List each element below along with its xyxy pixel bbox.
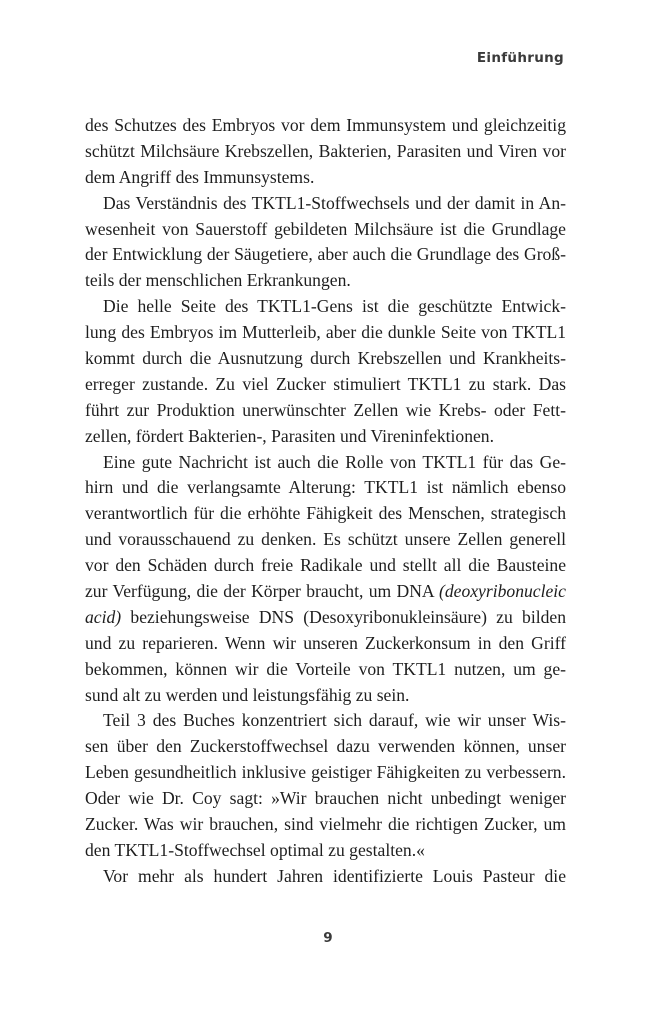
text-line: hirn und die verlangsamte Alterung: TKTL1 ist nämlich ebenso (85, 477, 566, 498)
text-segment: zur Verfügung, die der Körper braucht, um DNA (85, 581, 434, 602)
text-line: und vorausschauend zu denken. Es schützt unsere Zellen generell (85, 529, 566, 550)
text-line: Vor mehr als hundert Jahren identifizierte Louis Pasteur die (103, 865, 566, 886)
text-line: lung des Embryos im Mutterleib, aber die dunkle Seite von TKTL1 (85, 322, 566, 343)
text-line: zellen, fördert Bakterien-, Parasiten und Vireninfektionen. (85, 425, 494, 446)
text-line-with-italic (85, 605, 566, 631)
paragraph (85, 450, 566, 709)
paragraph (85, 113, 566, 191)
text-line: führt zur Produktion unerwünschter Zellen wie Krebs- oder Fett- (85, 399, 566, 420)
running-header-chapter-title: Einführung (476, 50, 564, 66)
text-line: Die helle Seite des TKTL1-Gens ist die geschützte Entwick- (103, 296, 566, 317)
text-line: Das Verständnis des TKTL1-Stoffwechsels und der damit in An- (103, 192, 566, 213)
paragraph (85, 708, 566, 863)
italic-term: acid) (85, 606, 122, 627)
text-line: und zu reparieren. Wenn wir unseren Zuckerkonsum in den Griff (85, 632, 566, 653)
page-number: 9 (323, 930, 333, 946)
body-text (85, 113, 566, 890)
text-line: Leben gesundheitlich inklusive geistiger Fähigkeiten zu verbessern. (85, 762, 566, 783)
text-line: dem Angriff des Immunsystems. (85, 166, 315, 187)
text-segment: beziehungsweise DNS (Desoxyribonukleinsäure) zu bilden (130, 606, 566, 627)
text-line-with-italic (85, 579, 566, 605)
text-line: Oder wie Dr. Coy sagt: »Wir brauchen nicht unbedingt weniger (85, 788, 566, 809)
paragraph (85, 864, 566, 890)
text-line: sund alt zu werden und leistungsfähig zu sein. (85, 684, 410, 705)
text-line: Teil 3 des Buches konzentriert sich darauf, wie wir unser Wis- (103, 710, 566, 731)
text-line: Eine gute Nachricht ist auch die Rolle von TKTL1 für das Ge- (103, 451, 566, 472)
text-line: des Schutzes des Embryos vor dem Immunsystem und gleichzeitig (85, 115, 566, 135)
text-line: vor den Schäden durch freie Radikale und stellt all die Bausteine (85, 555, 566, 576)
text-line: verantwortlich für die erhöhte Fähigkeit des Menschen, strategisch (85, 503, 566, 524)
italic-term: (deoxyribonucleic (438, 581, 566, 602)
text-line: erreger zustande. Zu viel Zucker stimuliert TKTL1 zu stark. Das (85, 373, 566, 394)
paragraph (85, 191, 566, 295)
text-line: bekommen, können wir die Vorteile von TKTL1 nutzen, um ge- (85, 658, 566, 679)
text-line: der Entwicklung der Säugetiere, aber auch die Grundlage des Groß- (85, 244, 566, 265)
text-line: teils der menschlichen Erkrankungen. (85, 270, 351, 291)
text-line: den TKTL1-Stoffwechsel optimal zu gestalten.« (85, 839, 425, 860)
text-line: schützt Milchsäure Krebszellen, Bakterien, Parasiten und Viren vor (85, 140, 566, 161)
text-line: sen über den Zuckerstoffwechsel dazu verwenden können, unser (85, 736, 566, 757)
paragraph (85, 294, 566, 449)
text-line: wesenheit von Sauerstoff gebildeten Milchsäure ist die Grundlage (85, 218, 566, 239)
text-line: kommt durch die Ausnutzung durch Krebszellen und Krankheits- (85, 348, 566, 369)
text-line: Zucker. Was wir brauchen, sind vielmehr die richtigen Zucker, um (85, 814, 566, 835)
